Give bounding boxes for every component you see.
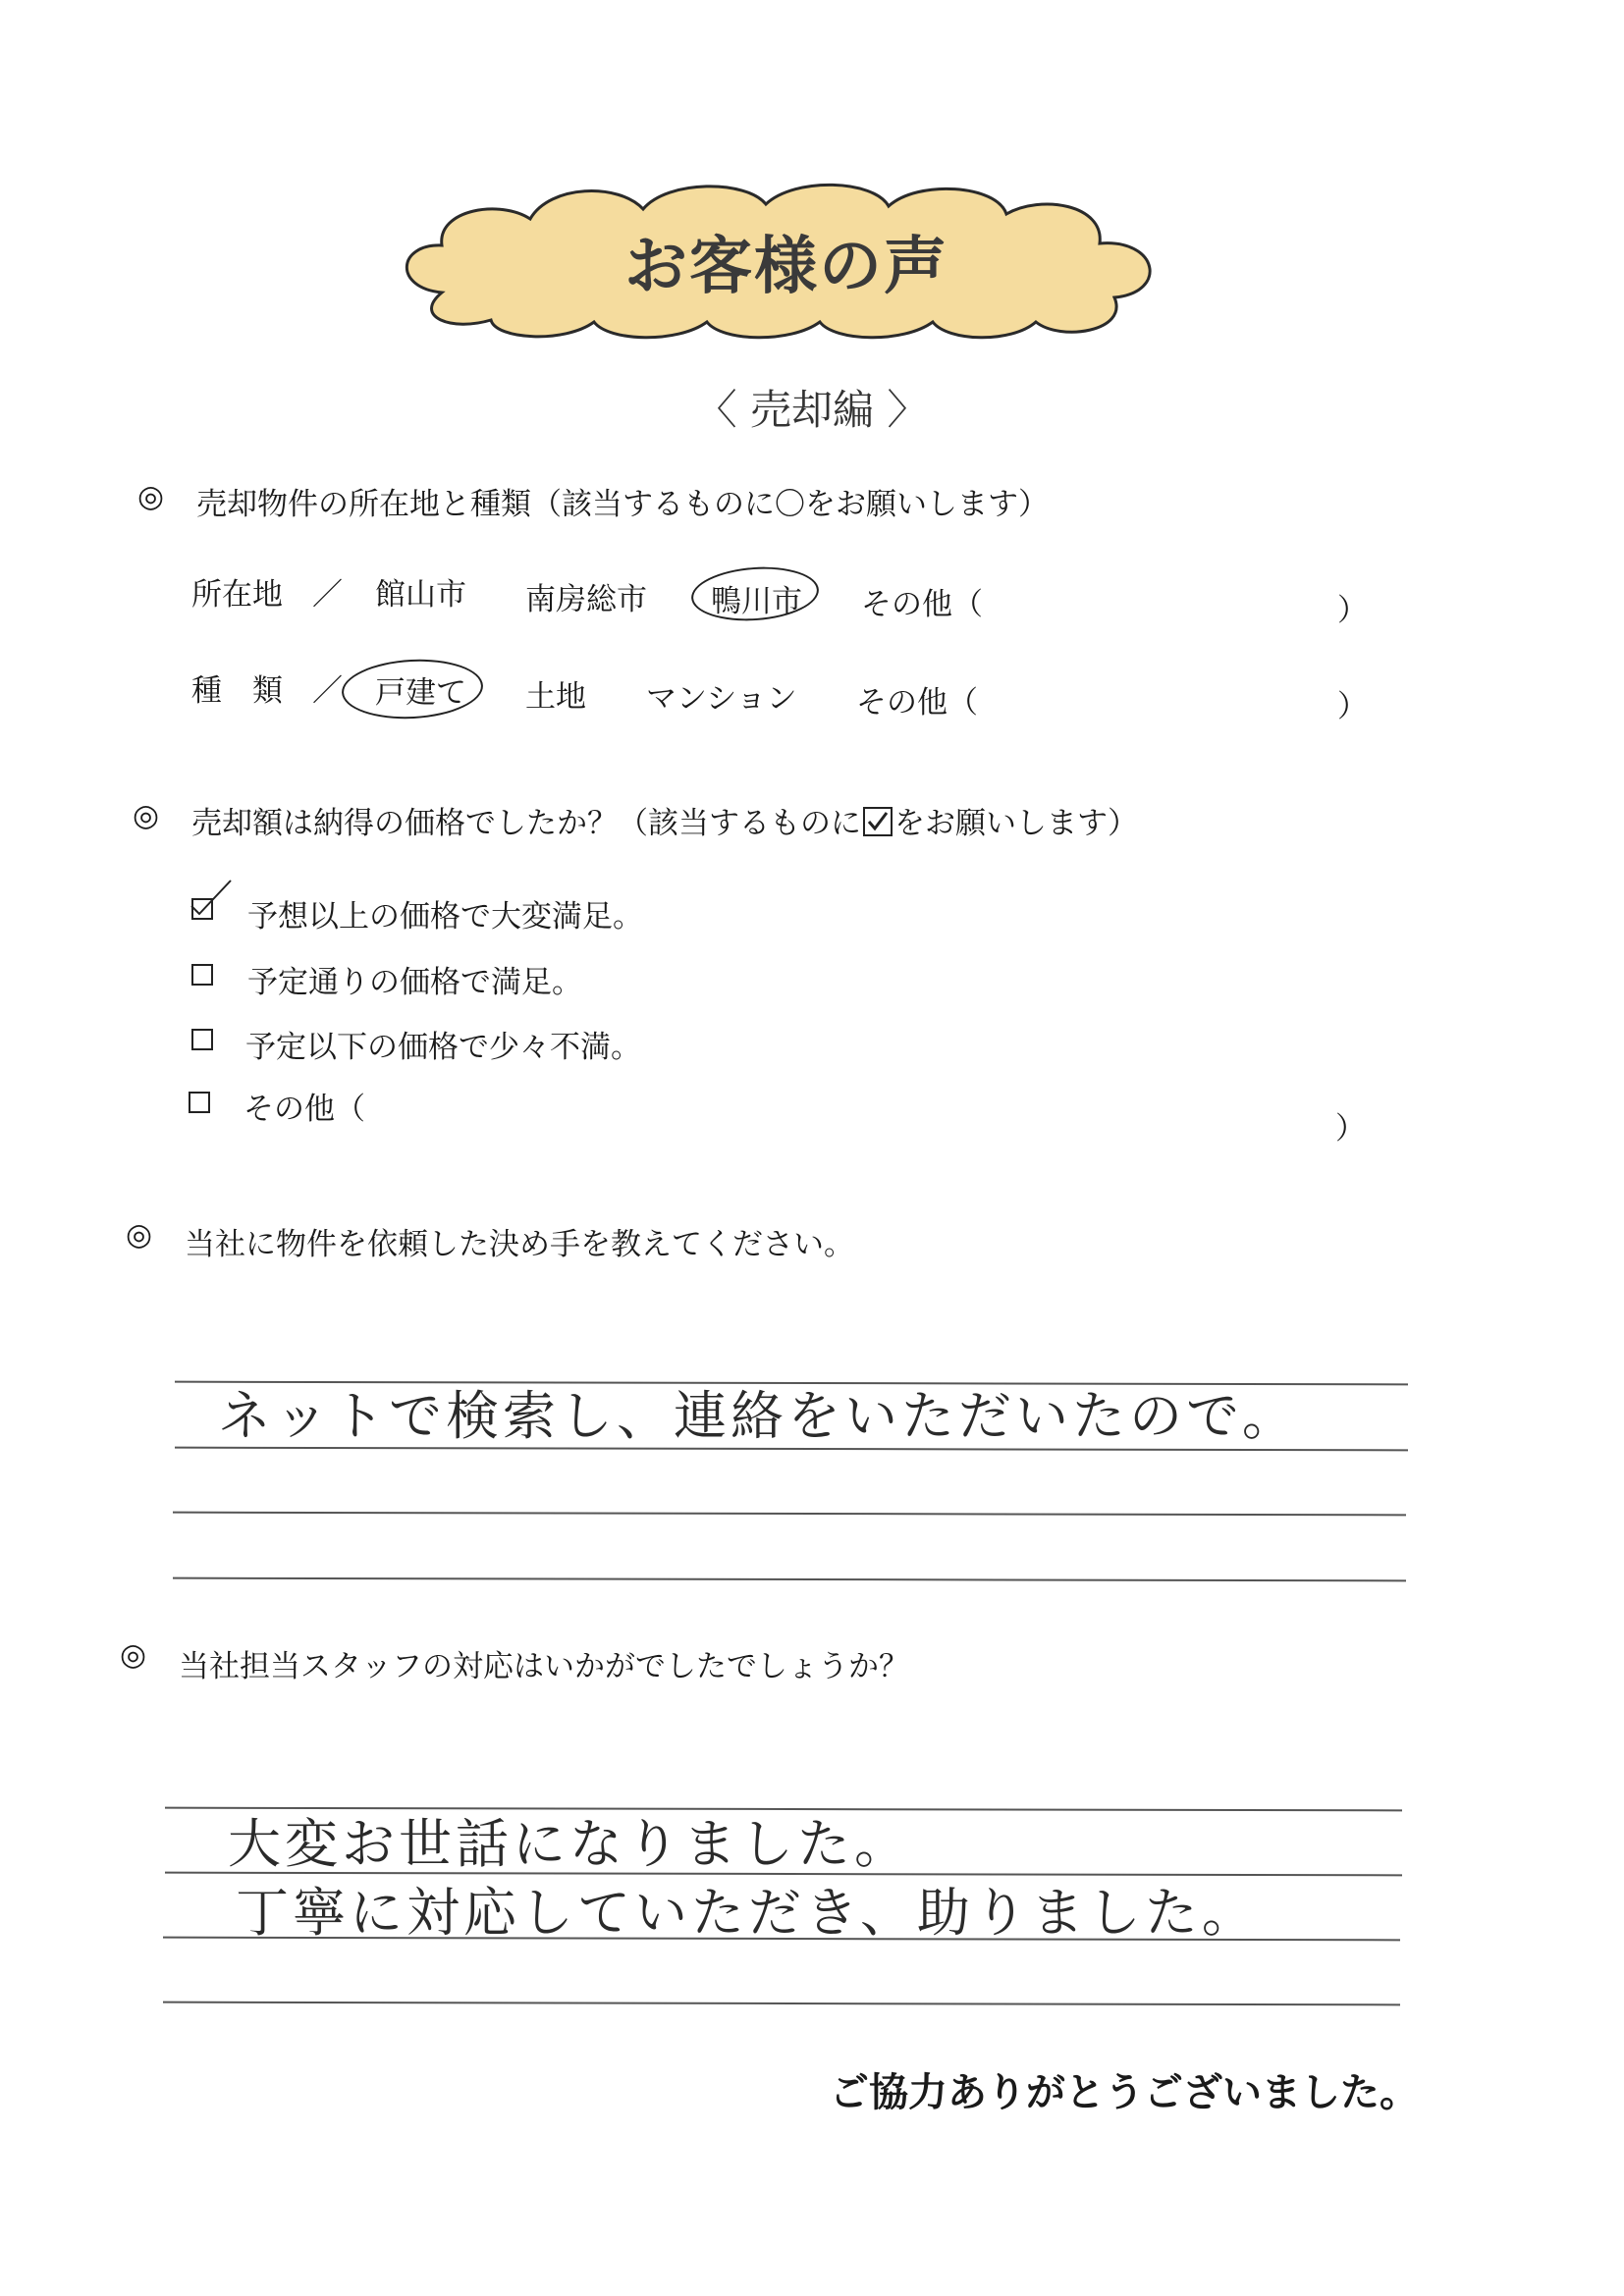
q2-question-text-before: 売却額は納得の価格でしたか？（該当するものに — [191, 806, 861, 841]
location-option-minamiboso: 南房総市 — [525, 582, 647, 617]
q3-marker: ◎ — [126, 1217, 153, 1253]
q1-marker: ◎ — [137, 479, 165, 514]
location-option-other: その他（ — [861, 587, 983, 622]
q2-option-2: 予定通りの価格で満足。 — [247, 965, 582, 1000]
q2-option-1: 予想以上の価格で大変満足。 — [247, 899, 643, 934]
q3-question: 当社に物件を依頼した決め手を教えてください。 — [185, 1227, 854, 1262]
type-other-close: ） — [1337, 689, 1368, 724]
q2-question-text-after: をお願いします） — [894, 806, 1138, 841]
q4-handwritten-answer-line2: 丁寧に対応していただき、助りました。 — [236, 1882, 1259, 1944]
q3-handwritten-answer: ネットで検索し、連絡をいただいたので。 — [218, 1385, 1299, 1447]
q4-question: 当社担当スタッフの対応はいかがでしたでしょうか？ — [179, 1649, 909, 1684]
type-label: 種 類 — [191, 673, 283, 709]
closing-message: ご協力ありがとうございました。 — [830, 2070, 1419, 2115]
q2-question — [191, 798, 1138, 842]
answer-line — [173, 1577, 1406, 1582]
type-option-land: 土地 — [525, 679, 586, 715]
type-option-house: 戸建て — [375, 675, 466, 711]
q4-marker: ◎ — [120, 1637, 147, 1673]
q2-checkbox-2[interactable] — [191, 964, 213, 989]
location-other-close: ） — [1337, 593, 1368, 628]
q2-checkbox-4[interactable] — [189, 1092, 210, 1117]
location-slash: ／ — [312, 577, 343, 613]
location-option-tateyama: 館山市 — [375, 577, 466, 613]
answer-line — [163, 2002, 1400, 2006]
check-box-icon — [863, 807, 893, 836]
q2-checkbox-1[interactable] — [191, 898, 213, 924]
type-option-mansion: マンション — [646, 681, 797, 717]
title-banner — [383, 175, 1190, 344]
checkbox-icon — [191, 964, 213, 986]
handwritten-check-icon — [188, 877, 235, 916]
q2-marker: ◎ — [133, 798, 160, 833]
q1-question: 売却物件の所在地と種類（該当するものに〇をお願いします） — [196, 487, 1049, 522]
checkbox-icon — [189, 1092, 210, 1113]
location-option-kamogawa: 鴨川市 — [711, 584, 802, 619]
selection-circle-type — [341, 656, 485, 721]
q2-option-3: 予定以下の価格で少々不満。 — [245, 1030, 641, 1065]
type-option-other: その他（ — [856, 685, 978, 721]
checkbox-icon — [191, 1029, 213, 1050]
page-subtitle: 〈 売却編 〉 — [695, 386, 929, 434]
location-label: 所在地 — [191, 577, 283, 613]
q2-checkbox-3[interactable] — [191, 1029, 213, 1054]
answer-line — [173, 1512, 1406, 1517]
q2-option-4: その他（ — [244, 1092, 365, 1127]
page-title: お客様の声 — [624, 231, 948, 303]
q2-other-close: ） — [1335, 1111, 1366, 1147]
q4-handwritten-answer-line1: 大変お世話になりました。 — [228, 1813, 911, 1875]
type-slash: ／ — [312, 673, 343, 709]
